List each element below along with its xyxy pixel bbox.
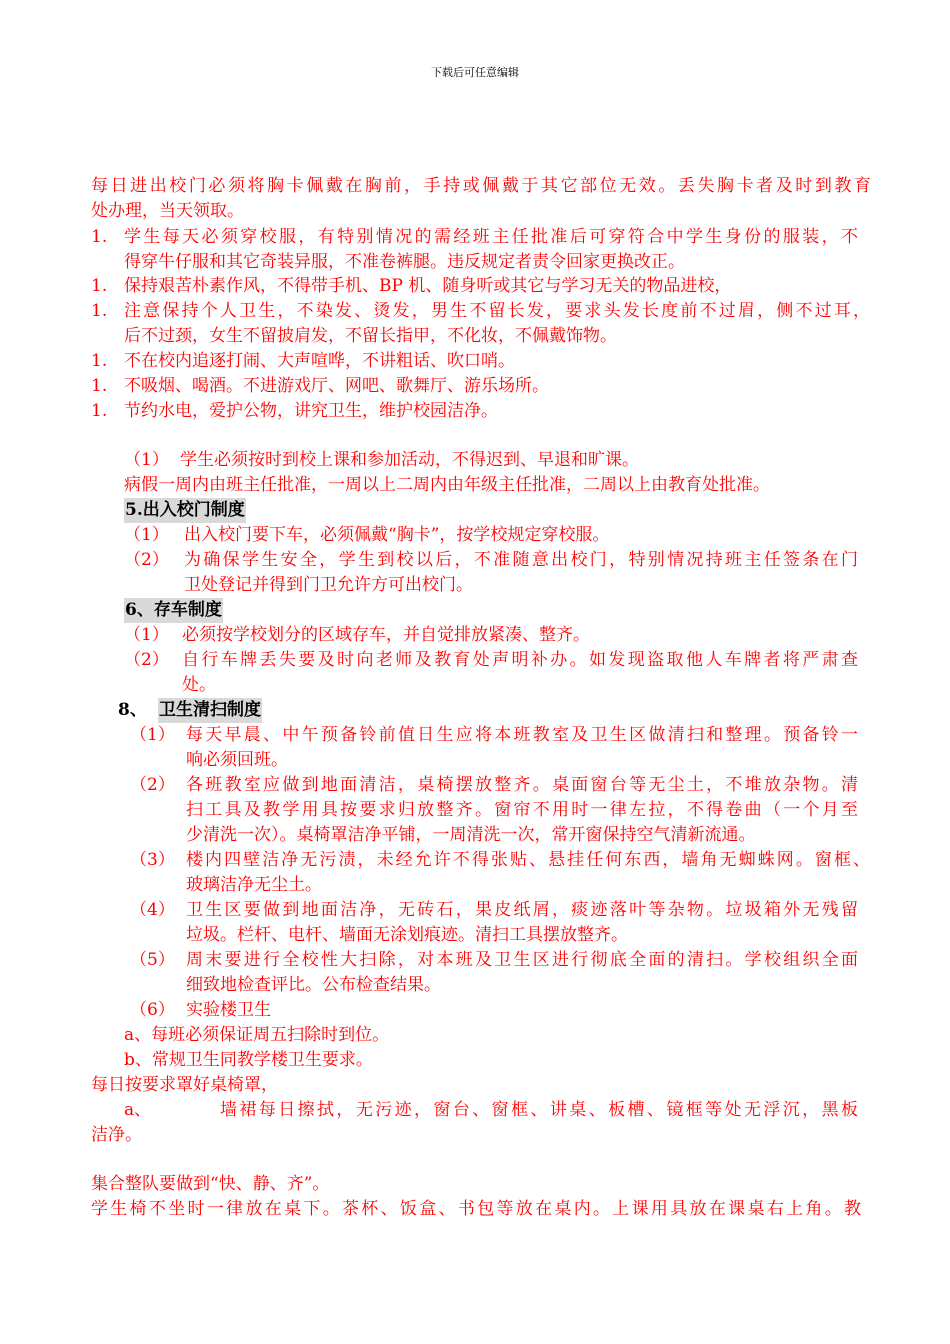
list-number: 1. (91, 276, 108, 296)
cleaning-rule-text: 垃圾。栏杆、电杆、墙面无涂划痕迹。清扫工具摆放整齐。 (186, 925, 628, 945)
gate-rule-text: 卫处登记并得到门卫允许方可出校门。 (184, 575, 473, 595)
paren-number: （1） (124, 450, 169, 470)
sub-item-b: b、常规卫生同教学楼卫生要求。 (124, 1050, 373, 1070)
gate-rule-text: 为确保学生安全，学生到校以后，不准随意出校门，特别情况持班主任签条在门 (184, 550, 858, 570)
section-heading-bike: 6、存车制度 (124, 598, 223, 623)
tail-line: 每日按要求罩好桌椅罩， (91, 1075, 278, 1095)
tail-line: 集合整队要做到“快、静、齐”。 (91, 1174, 330, 1194)
cleaning-rule-text: 周末要进行全校性大扫除，对本班及卫生区进行彻底全面的清扫。学校组织全面 (186, 950, 858, 970)
bike-rule-text: 处。 (182, 675, 216, 695)
paren-number: （2） (130, 775, 175, 795)
paren-number: （2） (124, 650, 169, 670)
section-number: 8、 (118, 700, 147, 720)
paren-number: （1） (124, 625, 169, 645)
list-item-text: 得穿牛仔服和其它奇装异服，不准卷裤腿。违反规定者责令回家更换改正。 (124, 252, 685, 272)
list-item-text: 注意保持个人卫生，不染发、烫发，男生不留长发，要求头发长度前不过眉，侧不过耳， (124, 301, 870, 321)
paren-number: （5） (130, 950, 175, 970)
tail-item-letter: a、 (124, 1100, 152, 1120)
attendance-line-2: 病假一周内由班主任批准，一周以上二周内由年级主任批准，二周以上由教育处批准。 (124, 475, 770, 495)
cleaning-rule-text: 玻璃洁净无尘土。 (186, 875, 322, 895)
page-header: 下载后可任意编辑 (431, 66, 519, 79)
intro-line-1: 每日进出校门必须将胸卡佩戴在胸前，手持或佩戴于其它部位无效。丢失胸卡者及时到教育 (91, 176, 871, 196)
cleaning-rule-text: 每天早晨、中午预备铃前值日生应将本班教室及卫生区做清扫和整理。预备铃一 (186, 725, 858, 745)
paren-number: （3） (130, 850, 175, 870)
cleaning-rule-text: 细致地检查评比。公布检查结果。 (186, 975, 441, 995)
list-number: 1. (91, 227, 108, 247)
bike-rule-text: 自行车牌丢失要及时向老师及教育处声明补办。如发现盗取他人车牌者将严肃查 (182, 650, 858, 670)
paren-number: （1） (130, 725, 175, 745)
cleaning-rule-text: 楼内四壁洁净无污渍，未经允许不得张贴、悬挂任何东西，墙角无蜘蛛网。窗框、 (186, 850, 870, 870)
tail-item-text: 墙裙每日擦拭，无污迹，窗台、窗框、讲桌、板槽、镜框等处无浮沉，黑板 (220, 1100, 858, 1120)
paren-number: （4） (130, 900, 175, 920)
paren-number: （1） (124, 525, 169, 545)
paren-number: （6） (130, 1000, 175, 1020)
list-number: 1. (91, 351, 108, 371)
list-item-text: 节约水电，爱护公物，讲究卫生，维护校园洁净。 (124, 401, 498, 421)
attendance-line-1: 学生必须按时到校上课和参加活动，不得迟到、早退和旷课。 (180, 450, 639, 470)
cleaning-rule-text: 实验楼卫生 (186, 1000, 271, 1020)
sub-item-a: a、每班必须保证周五扫除时到位。 (124, 1025, 390, 1045)
gate-rule-text: 出入校门要下车，必须佩戴“胸卡”，按学校规定穿校服。 (184, 525, 610, 545)
cleaning-rule-text: 卫生区要做到地面洁净，无砖石，果皮纸屑，痰迹落叶等杂物。垃圾箱外无残留 (186, 900, 858, 920)
list-number: 1. (91, 301, 108, 321)
paren-number: （2） (124, 550, 169, 570)
cleaning-rule-text: 少清洗一次）。桌椅罩洁净平铺，一周清洗一次，常开窗保持空气清新流通。 (186, 825, 756, 845)
cleaning-rule-text: 响必须回班。 (186, 750, 288, 770)
tail-item-text: 洁净。 (91, 1125, 142, 1145)
tail-line: 学生椅不坐时一律放在桌下。茶杯、饭盒、书包等放在桌内。上课用具放在课桌右上角。教 (91, 1199, 861, 1219)
cleaning-rule-text: 各班教室应做到地面清洁，桌椅摆放整齐。桌面窗台等无尘土，不堆放杂物。清 (186, 775, 858, 795)
section-heading-cleaning: 卫生清扫制度 (158, 698, 262, 723)
list-item-text: 保持艰苦朴素作风，不得带手机、BP 机、随身听或其它与学习无关的物品进校， (124, 276, 732, 296)
list-item-text: 不在校内追逐打闹、大声喧哗，不讲粗话、吹口哨。 (124, 351, 515, 371)
list-number: 1. (91, 401, 108, 421)
list-number: 1. (91, 376, 108, 396)
bike-rule-text: 必须按学校划分的区域存车，并自觉排放紧凑、整齐。 (182, 625, 590, 645)
section-heading-gate: 5.出入校门制度 (124, 498, 246, 523)
list-item-text: 后不过颈，女生不留披肩发，不留长指甲，不化妆，不佩戴饰物。 (124, 326, 617, 346)
cleaning-rule-text: 扫工具及教学用具按要求归放整齐。窗帘不用时一律左拉，不得卷曲（一个月至 (186, 800, 858, 820)
list-item-text: 学生每天必须穿校服，有特别情况的需经班主任批准后可穿符合中学生身份的服装，不 (124, 227, 858, 247)
intro-line-2: 处办理，当天领取。 (91, 201, 244, 221)
list-item-text: 不吸烟、喝酒。不进游戏厅、网吧、歌舞厅、游乐场所。 (124, 376, 549, 396)
